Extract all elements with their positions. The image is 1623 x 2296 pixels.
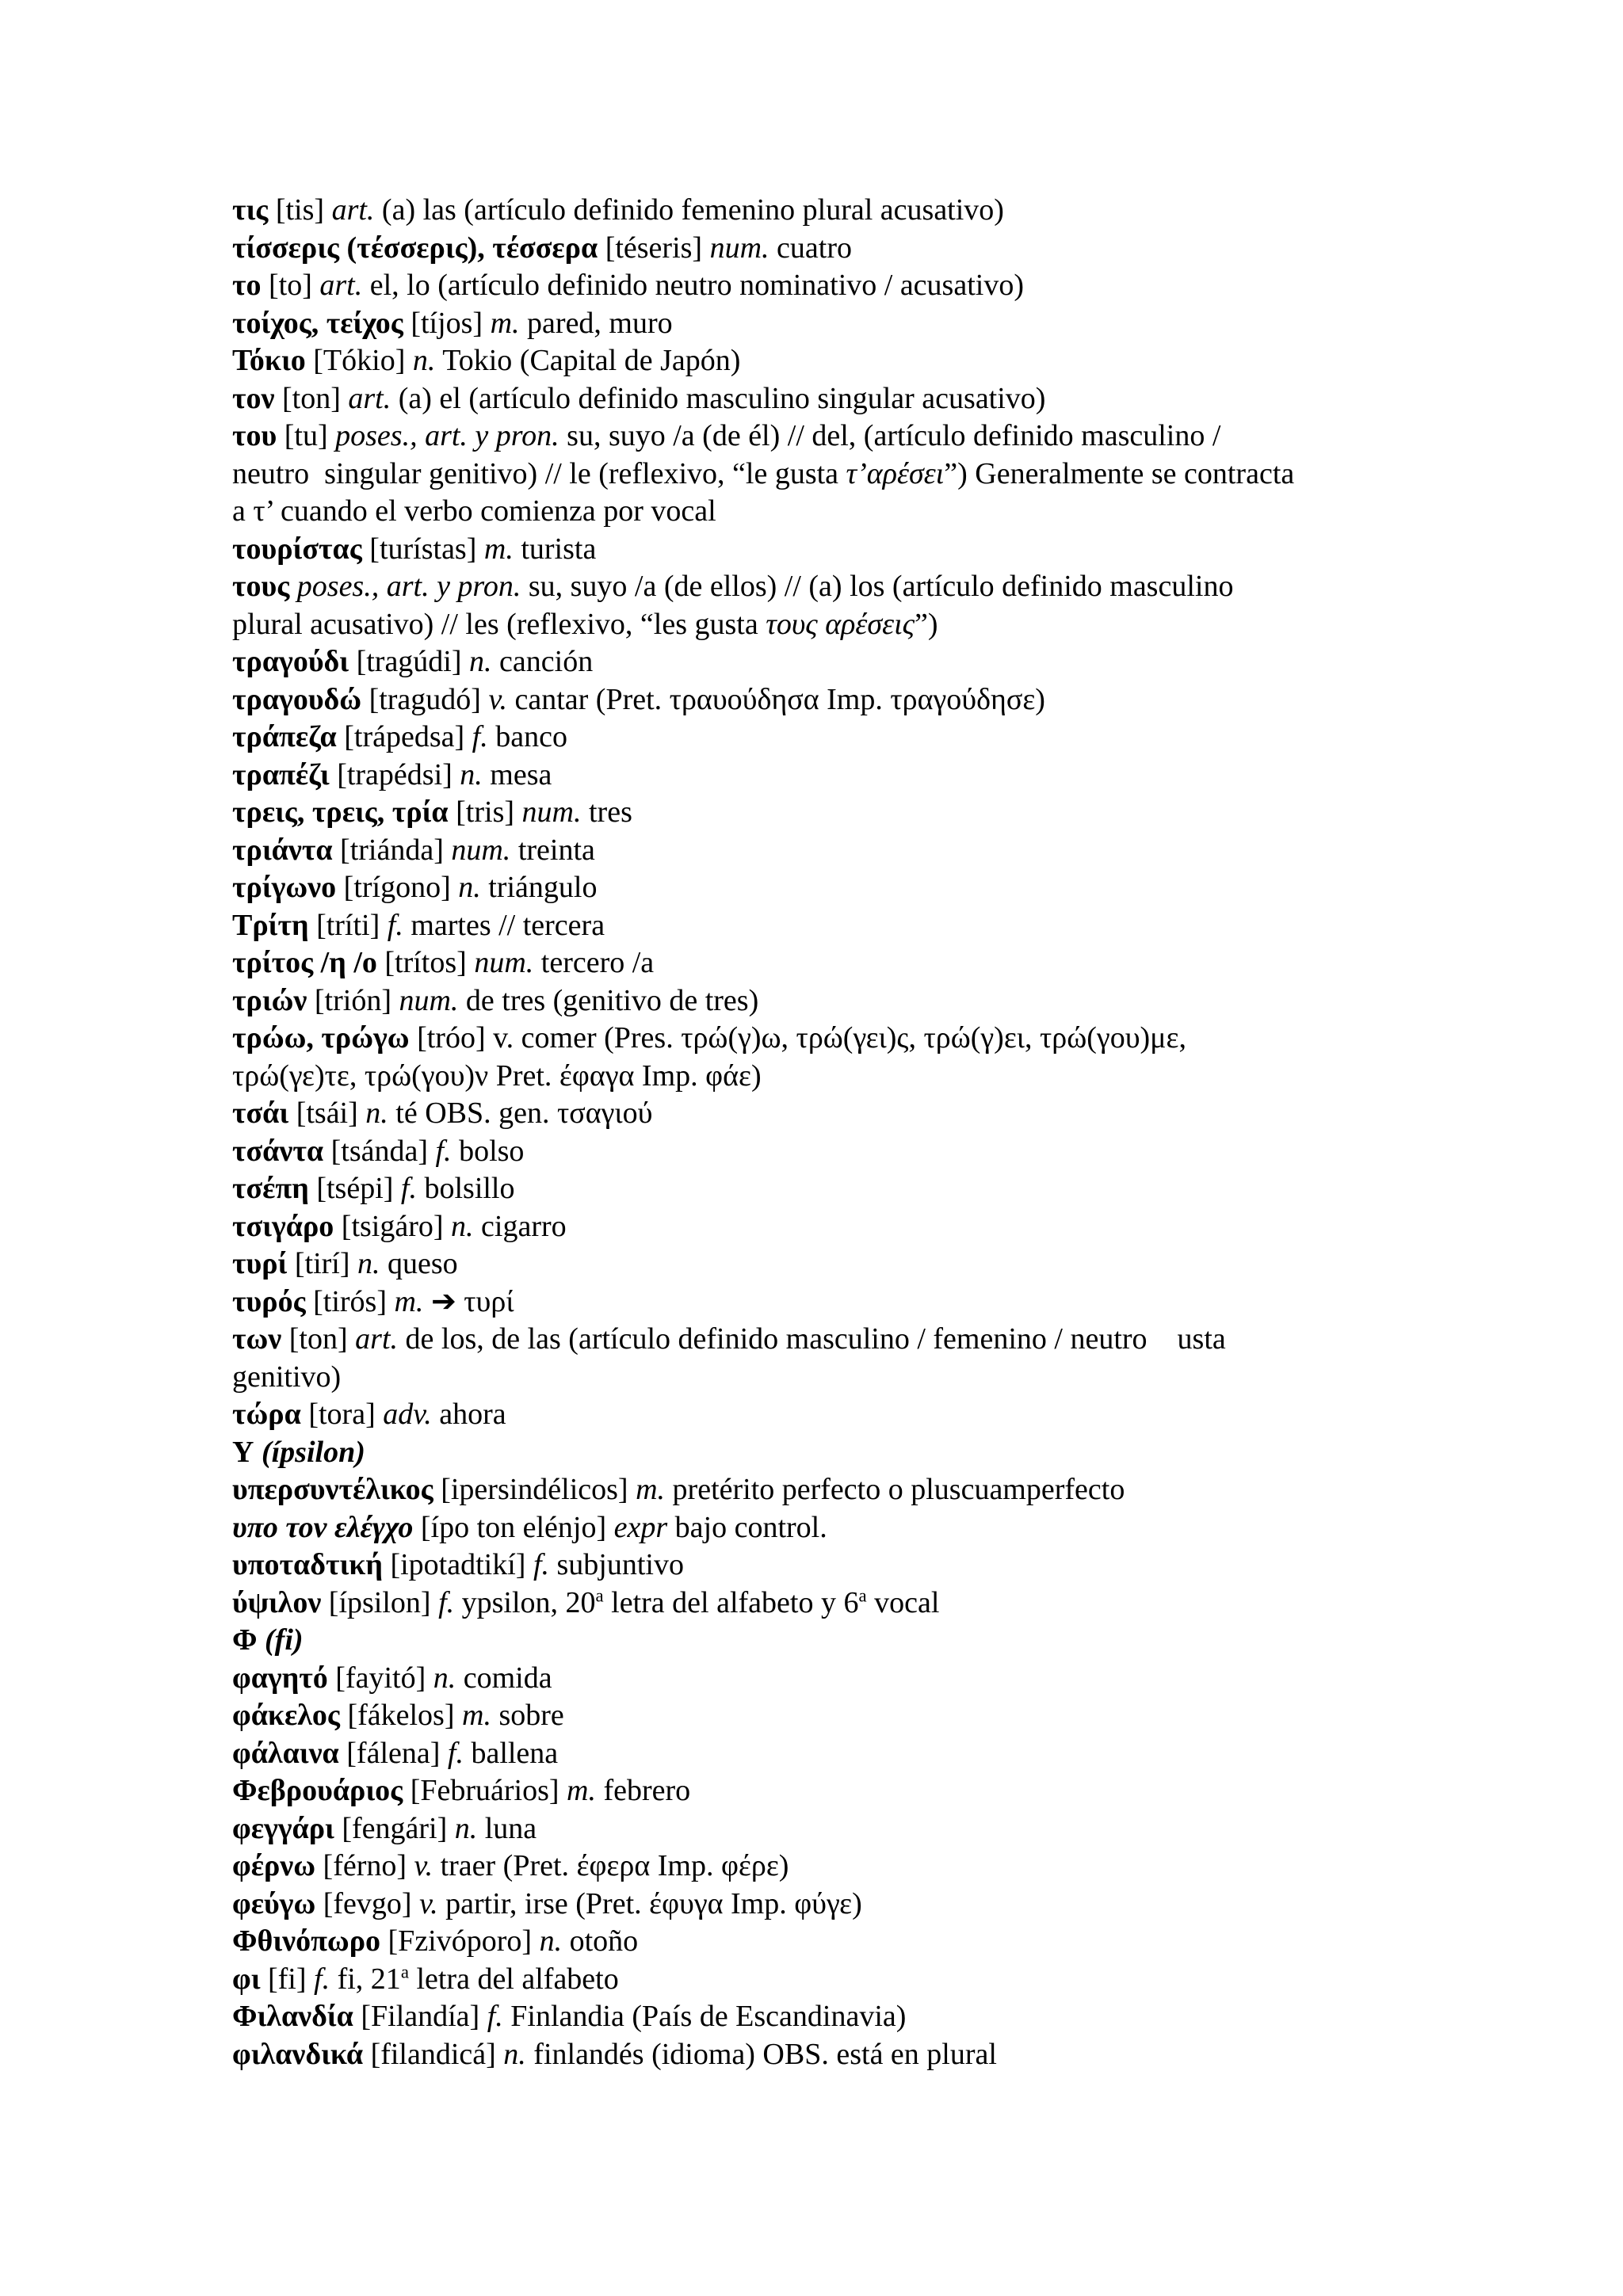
pronunciation: [triánda] [340,833,444,867]
pronunciation: [téseris] [605,231,703,265]
entry [232,982,1468,1020]
grammar: adv. [383,1398,432,1431]
entry [232,1961,1468,1999]
definition: té OBS. gen. τσαγιού [395,1097,653,1130]
entry [232,757,1468,795]
pronunciation: [ipotadtikí] [390,1548,526,1581]
entry [232,230,1468,268]
headword: τσέπη [232,1172,309,1205]
definition: otoño [569,1924,639,1958]
entry [232,869,1468,907]
pronunciation: [Fzivóporo] [388,1924,533,1958]
grammar: num. [451,833,511,867]
definition: canción [499,645,594,678]
headword: των [232,1322,282,1356]
grammar: art. [355,1322,399,1356]
section-letter: Φ [232,1623,258,1657]
entry [232,1697,1468,1735]
definition: triángulo [488,871,598,904]
definition: letra del alfabeto [408,1962,619,1996]
dictionary-entries [232,192,1468,2073]
definition: ahora [439,1398,506,1431]
pronunciation: [Februários] [410,1774,559,1807]
section-name: (fi) [265,1623,304,1657]
headword: Φεβρουάριος [232,1774,403,1807]
entry [232,267,1468,305]
entry [232,1170,1468,1208]
grammar: m. [567,1774,596,1807]
grammar: num. [521,795,582,829]
pronunciation: [tríti] [316,908,380,942]
pronunciation: [trítos] [384,946,467,979]
definition: turista [521,532,597,566]
grammar: n. [503,2037,526,2071]
headword: υποταδτική [232,1548,383,1581]
greek-example: τους αρέσεις [766,607,915,641]
entry-continuation [232,1058,1468,1096]
pronunciation: [trapédsi] [337,757,453,791]
headword: φεύγω [232,1886,316,1920]
entry [232,1810,1468,1848]
entry [232,380,1468,418]
headword: τον [232,381,275,415]
entry-continuation [232,456,1468,494]
grammar: n. [365,1097,388,1130]
definition: de los, de las (artículo definido masculino / femenino / neutro usta [405,1322,1226,1356]
definition: febrero [603,1774,691,1807]
entry [232,1772,1468,1810]
headword: φάλαινα [232,1736,339,1770]
superscript: a [400,1961,409,1981]
definition: mesa [490,757,552,791]
grammar: n. [469,645,492,678]
definition: bolsillo [424,1172,515,1205]
grammar: n. [539,1924,563,1958]
grammar: f. [314,1962,330,1996]
definition: partir, irse (Pret. έφυγα Imp. φύγε) [445,1886,862,1920]
pronunciation: [tsánda] [330,1134,428,1168]
headword: τριάντα [232,833,333,867]
definition-continuation: ”) [915,607,938,641]
definition-continuation: ”) Generalmente se contracta [944,456,1295,490]
entry [232,1509,1468,1547]
headword: τράπεζα [232,720,337,753]
headword: τώρα [232,1398,301,1431]
definition: traer (Pret. έφερα Imp. φέρε) [440,1849,789,1882]
grammar: num. [709,231,769,265]
entry [232,1133,1468,1171]
grammar: n. [433,1661,456,1695]
definition: v. comer (Pres. τρώ(γ)ω, τρώ(γει)ς, τρώ(γ)ει, τρώ(γου)με, [493,1021,1186,1055]
grammar: n. [454,1811,478,1845]
pronunciation: [to] [269,269,312,302]
grammar: poses., art. y pron. [296,570,521,603]
entry [232,531,1468,569]
headword: τριών [232,983,307,1017]
definition: vocal [866,1585,940,1619]
definition: cuatro [777,231,852,265]
entry [232,1245,1468,1283]
entry [232,643,1468,681]
definition-continuation: neutro singular genitivo) // le (reflexivo, “le gusta [232,456,846,490]
definition: (a) el (artículo definido masculino singular acusativo) [398,381,1046,415]
definition: cantar (Pret. τραυούδησα Imp. τραγούδησε) [514,682,1045,716]
headword: φιλανδικά [232,2037,364,2071]
definition: martes // tercera [411,908,605,942]
pronunciation: [fayitó] [335,1661,426,1695]
entry [232,944,1468,982]
pronunciation: [tirí] [294,1247,350,1280]
entry-continuation [232,1359,1468,1397]
pronunciation: [tsigáro] [341,1209,444,1243]
pronunciation: [tirós] [313,1284,387,1318]
grammar: f. [387,908,403,942]
headword: υπερσυντέλικος [232,1473,433,1506]
headword: τρίτος /η /ο [232,946,377,979]
definition-continuation: plural acusativo) // les (reflexivo, “les gusta [232,607,766,641]
headword: Τόκιο [232,344,306,377]
definition: bajo control. [674,1510,827,1544]
grammar: f. [533,1548,549,1581]
headword: τρώω, τρώγω [232,1021,410,1055]
definition: queso [388,1247,458,1280]
headword: τσάντα [232,1134,324,1168]
headword: τραγούδι [232,645,349,678]
pronunciation: [tsái] [296,1097,358,1130]
definition: Tokio (Capital de Japón) [442,344,741,377]
headword: τίσσερις (τέσσερις), τέσσερα [232,231,598,265]
headword: τρίγωνο [232,871,337,904]
entry [232,1208,1468,1246]
definition: fi, 21 [337,1962,401,1996]
grammar: poses., art. y pron. [335,419,559,452]
entry [232,1547,1468,1585]
headword: φι [232,1962,261,1996]
headword: τσιγάρο [232,1209,334,1243]
definition: pretérito perfecto o pluscuamperfecto [672,1473,1125,1506]
definition: subjuntivo [556,1548,684,1581]
entry [232,1321,1468,1359]
pronunciation: [férno] [323,1849,407,1882]
pronunciation: [filandicá] [370,2037,496,2071]
pronunciation: [turístas] [369,532,477,566]
pronunciation: [ípo ton elénjo] [420,1510,607,1544]
pronunciation: [tsépi] [316,1172,394,1205]
grammar: f. [435,1134,452,1168]
pronunciation: [Tókio] [313,344,406,377]
grammar: n. [357,1247,380,1280]
definition: comida [463,1661,552,1695]
pronunciation: [fi] [268,1962,307,1996]
entry [232,418,1468,456]
pronunciation: [trígono] [343,871,451,904]
entry [232,2036,1468,2074]
headword: τους [232,570,290,603]
pronunciation: [tragúdi] [356,645,462,678]
headword: Φιλανδία [232,2000,353,2033]
entry [232,832,1468,870]
grammar: art. [319,269,363,302]
grammar: art. [331,193,375,227]
headword: τουρίστας [232,532,362,566]
definition: cigarro [481,1209,567,1243]
definition: letra del alfabeto y 6 [603,1585,859,1619]
entry-continuation [232,493,1468,531]
definition: finlandés (idioma) OBS. está en plural [533,2037,997,2071]
pronunciation: [tragudó] [369,682,481,716]
section-heading-ipsilon [232,1434,1468,1472]
headword: φαγητό [232,1661,328,1695]
grammar: v. [488,682,507,716]
grammar: v. [414,1849,433,1882]
definition-continuation: genitivo) [232,1360,342,1394]
pronunciation: [fálena] [346,1736,441,1770]
definition: tercero /a [540,946,655,979]
definition: luna [484,1811,537,1845]
pronunciation: [fákelos] [347,1699,455,1732]
headword: τις [232,193,269,227]
grammar: v. [419,1886,438,1920]
pronunciation: [trión] [314,983,391,1017]
headword: τοίχος, τείχος [232,306,403,340]
definition: (a) las (artículo definido femenino plural acusativo) [381,193,1004,227]
section-letter: Υ [232,1435,254,1469]
headword: φέρνω [232,1849,316,1882]
grammar: f. [487,2000,503,2033]
definition: ballena [471,1736,559,1770]
entry [232,1585,1468,1623]
pronunciation: [tora] [308,1398,376,1431]
pronunciation: [tróo] [417,1021,486,1055]
grammar: m. [462,1699,491,1732]
section-name: (ípsilon) [261,1435,365,1469]
entry [232,1923,1468,1961]
headword: φάκελος [232,1699,340,1732]
grammar: m. [483,532,514,566]
entry-continuation [232,606,1468,644]
definition: sobre [498,1699,564,1732]
entry [232,568,1468,606]
headword: του [232,419,277,452]
headword: φεγγάρι [232,1811,334,1845]
section-heading-fi [232,1622,1468,1660]
entry [232,1396,1468,1434]
headword: τραγουδώ [232,682,362,716]
definition: ypsilon, 20 [461,1585,596,1619]
definition-continuation: τρώ(γε)τε, τρώ(γου)ν Pret. έφαγα Imp. φάε) [232,1058,762,1093]
headword: τρεις, τρεις, τρία [232,795,449,829]
pronunciation: [fengári] [342,1811,448,1845]
headword: ύψιλον [232,1585,322,1619]
headword: τραπέζι [232,757,330,791]
grammar: f. [472,720,488,753]
headword: Τρίτη [232,908,309,942]
grammar: m. [490,306,520,340]
pronunciation: [ton] [282,381,341,415]
grammar: n. [451,1209,474,1243]
superscript: a [595,1585,604,1605]
pronunciation: [trápedsa] [344,720,465,753]
pronunciation: [ton] [288,1322,348,1356]
definition: bolso [459,1134,525,1168]
pronunciation: [tis] [275,193,325,227]
headword: το [232,269,262,302]
headword: Φθινόπωρο [232,1924,381,1958]
pronunciation: [ipersindélicos] [441,1473,628,1506]
headword: τυρί [232,1247,288,1280]
grammar: num. [474,946,534,979]
entry [232,1848,1468,1886]
entry [232,192,1468,230]
entry [232,681,1468,719]
definition-continuation: a τ’ cuando el verbo comienza por vocal [232,494,716,528]
entry [232,794,1468,832]
pronunciation: [tris] [456,795,515,829]
entry [232,1020,1468,1058]
grammar: num. [399,983,459,1017]
entry [232,907,1468,945]
pronunciation: [ípsilon] [328,1585,431,1619]
definition: pared, muro [527,306,673,340]
entry [232,719,1468,757]
definition: su, suyo /a (de ellos) // (a) los (artículo definido masculino [528,570,1234,603]
greek-example: τ’αρέσει [846,456,945,490]
definition: el, lo (artículo definido neutro nominativo / acusativo) [369,269,1024,302]
headword: τυρός [232,1284,306,1318]
pronunciation: [tu] [284,419,328,452]
grammar: f. [400,1172,417,1205]
entry [232,1735,1468,1773]
grammar: m. [636,1473,666,1506]
entry [232,1095,1468,1133]
pronunciation: [tíjos] [411,306,483,340]
entry [232,342,1468,380]
grammar: n. [458,871,481,904]
definition: tres [588,795,632,829]
entry [232,1471,1468,1509]
entry [232,305,1468,343]
grammar: f. [438,1585,455,1619]
entry [232,1886,1468,1924]
entry [232,1998,1468,2036]
entry [232,1660,1468,1698]
pronunciation: [fevgo] [323,1886,412,1920]
definition: banco [495,720,567,753]
definition: su, suyo /a (de él) // del, (artículo definido masculino / [567,419,1221,452]
grammar: f. [447,1736,464,1770]
grammar: m. [394,1284,424,1318]
entry [232,1283,1468,1322]
superscript: a [858,1585,867,1605]
definition: Finlandia (País de Escandinavia) [510,2000,907,2033]
definition: treinta [517,833,595,867]
headword: υπο τον ελέγχο [232,1510,414,1544]
definition: ➔ τυρί [430,1284,514,1318]
grammar: art. [348,381,391,415]
grammar: n. [412,344,436,377]
grammar: expr [613,1510,668,1544]
definition: de tres (genitivo de tres) [465,983,759,1017]
headword: τσάι [232,1097,289,1130]
grammar: n. [460,757,483,791]
pronunciation: [Filandía] [361,2000,480,2033]
